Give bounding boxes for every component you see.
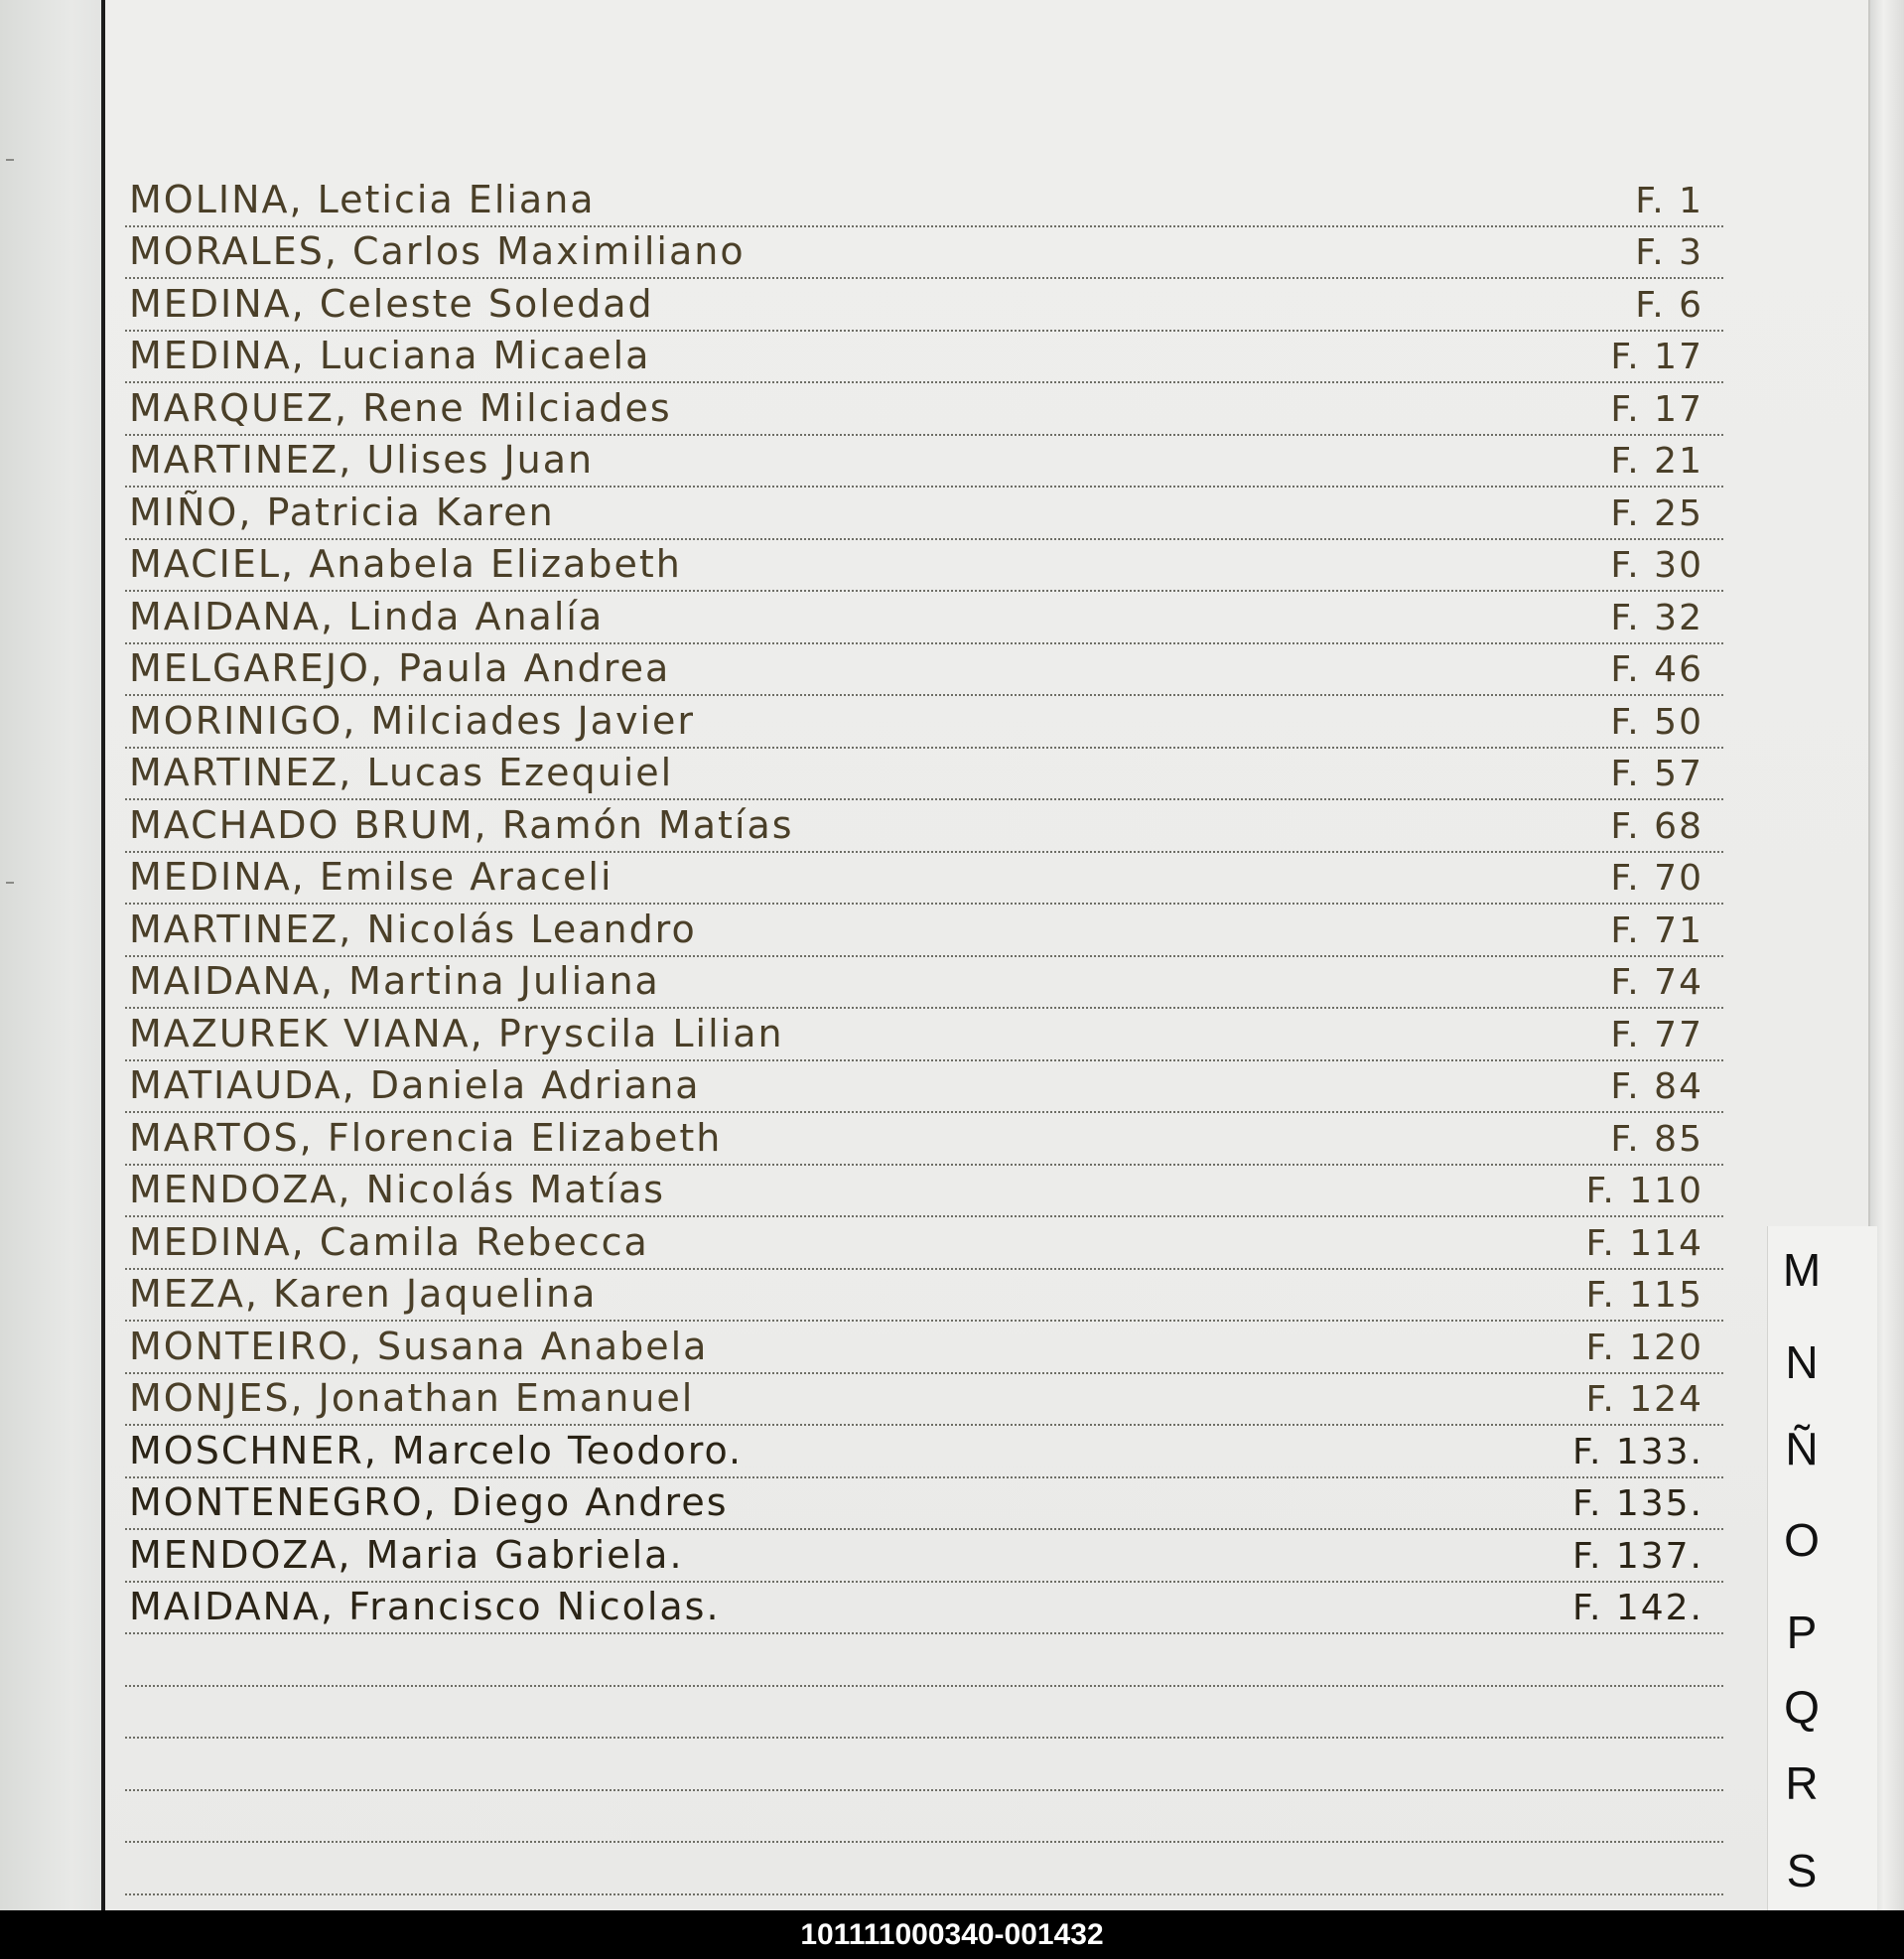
ledger-row — [125, 436, 1723, 489]
entry-name: MACIEL, Anabela Elizabeth — [129, 542, 682, 586]
entry-name: MENDOZA, Nicolás Matías — [129, 1168, 666, 1211]
index-tab-letter[interactable]: N — [1785, 1336, 1819, 1388]
entry-name: MONTEIRO, Susana Anabela — [129, 1324, 709, 1368]
index-tab-letter[interactable]: Q — [1784, 1681, 1820, 1733]
ledger-row-empty — [125, 1634, 1723, 1687]
ledger-row — [125, 227, 1723, 280]
index-tab-letter[interactable]: S — [1786, 1845, 1818, 1896]
ledger-row — [125, 1166, 1723, 1218]
index-tab-letter[interactable]: P — [1786, 1607, 1818, 1658]
ledger-row — [125, 279, 1723, 332]
ledger-row — [125, 800, 1723, 853]
entry-folio: F. 124 — [1585, 1379, 1703, 1420]
entry-folio: F. 57 — [1610, 754, 1703, 794]
ledger-entries — [125, 175, 1723, 1947]
entry-folio: F. 3 — [1635, 232, 1703, 273]
entry-name: MATIAUDA, Daniela Adriana — [129, 1063, 701, 1107]
ledger-row — [125, 1426, 1723, 1478]
entry-folio: F. 85 — [1610, 1118, 1703, 1160]
entry-name: MAZUREK VIANA, Pryscila Lilian — [129, 1011, 784, 1055]
ledger-row — [125, 1322, 1723, 1374]
ledger-row-empty — [125, 1843, 1723, 1895]
ledger-row-empty — [125, 1687, 1723, 1740]
ledger-row — [125, 749, 1723, 801]
ledger-row — [125, 644, 1723, 697]
ledger-row — [125, 1217, 1723, 1270]
ledger-row — [125, 1478, 1723, 1531]
entry-name: MARQUEZ, Rene Milciades — [129, 385, 672, 430]
entry-folio: F. 120 — [1585, 1327, 1703, 1368]
entry-folio: F. 25 — [1610, 492, 1703, 534]
page-left-margin — [0, 0, 103, 1910]
ledger-row — [125, 383, 1723, 436]
ledger-row — [125, 332, 1723, 384]
entry-folio: F. 6 — [1635, 284, 1703, 326]
entry-name: MARTINEZ, Nicolás Leandro — [129, 907, 697, 951]
ledger-row — [125, 1530, 1723, 1583]
entry-folio: F. 70 — [1610, 858, 1703, 899]
ledger-row — [125, 1270, 1723, 1323]
entry-name: MAIDANA, Martina Juliana — [129, 959, 660, 1003]
entry-folio: F. 142. — [1572, 1588, 1703, 1628]
entry-name: MIÑO, Patricia Karen — [129, 490, 555, 534]
entry-folio: F. 135. — [1572, 1483, 1703, 1524]
entry-name: MEDINA, Luciana Micaela — [129, 334, 651, 377]
entry-name: MOSCHNER, Marcelo Teodoro. — [129, 1428, 744, 1472]
entry-folio: F. 74 — [1610, 962, 1703, 1003]
binding-line — [101, 0, 105, 1910]
entry-name: MAIDANA, Francisco Nicolas. — [129, 1585, 721, 1628]
entry-folio: F. 84 — [1610, 1066, 1703, 1107]
ledger-row — [125, 592, 1723, 644]
index-tab-letter[interactable]: Ñ — [1785, 1423, 1819, 1474]
entry-folio: F. 77 — [1610, 1014, 1703, 1055]
entry-folio: F. 114 — [1585, 1222, 1703, 1264]
entry-name: MEDINA, Celeste Soledad — [129, 281, 654, 326]
ledger-row-empty — [125, 1739, 1723, 1791]
index-tab-letter[interactable]: R — [1785, 1757, 1819, 1809]
entry-folio: F. 68 — [1610, 805, 1703, 847]
ledger-row — [125, 853, 1723, 906]
entry-name: MEZA, Karen Jaquelina — [129, 1272, 598, 1316]
entry-name: MAIDANA, Linda Analía — [129, 594, 605, 638]
entry-folio: F. 133. — [1572, 1431, 1703, 1472]
margin-tick — [6, 882, 14, 884]
entry-name: MONTENEGRO, Diego Andres — [129, 1480, 729, 1524]
entry-name: MONJES, Jonathan Emanuel — [129, 1376, 695, 1420]
ledger-row — [125, 1374, 1723, 1427]
ledger-row — [125, 488, 1723, 540]
ledger-row — [125, 175, 1723, 227]
entry-folio: F. 30 — [1610, 545, 1703, 586]
entry-folio: F. 115 — [1585, 1275, 1703, 1316]
ledger-row — [125, 540, 1723, 593]
entry-name: MELGAREJO, Paula Andrea — [129, 646, 671, 690]
entry-name: MENDOZA, Maria Gabriela. — [129, 1532, 684, 1577]
entry-folio: F. 137. — [1572, 1535, 1703, 1577]
entry-folio: F. 32 — [1610, 597, 1703, 638]
entry-folio: F. 50 — [1610, 701, 1703, 743]
ledger-row — [125, 1009, 1723, 1061]
entry-name: MEDINA, Emilse Araceli — [129, 855, 613, 899]
entry-folio: F. 71 — [1610, 910, 1703, 951]
entry-name: MORINIGO, Milciades Javier — [129, 698, 696, 743]
entry-name: MORALES, Carlos Maximiliano — [129, 229, 746, 273]
index-tab-letter[interactable]: O — [1784, 1514, 1820, 1566]
ledger-row — [125, 957, 1723, 1010]
entry-folio: F. 21 — [1610, 441, 1703, 482]
entry-folio: F. 1 — [1635, 180, 1703, 221]
ledger-row — [125, 696, 1723, 749]
document-id: 101111000340-001432 — [800, 1918, 1104, 1951]
entry-folio: F. 110 — [1585, 1171, 1703, 1211]
entry-name: MEDINA, Camila Rebecca — [129, 1219, 649, 1264]
ledger-row-empty — [125, 1791, 1723, 1844]
margin-tick — [6, 159, 14, 161]
ledger-row — [125, 905, 1723, 957]
entry-name: MACHADO BRUM, Ramón Matías — [129, 802, 794, 847]
ledger-row — [125, 1113, 1723, 1166]
entry-folio: F. 17 — [1610, 388, 1703, 430]
index-tab-letter[interactable]: M — [1782, 1244, 1822, 1296]
entry-name: MOLINA, Leticia Eliana — [129, 177, 596, 221]
ledger-row — [125, 1061, 1723, 1114]
ledger-row — [125, 1583, 1723, 1635]
entry-name: MARTOS, Florencia Elizabeth — [129, 1115, 723, 1160]
entry-folio: F. 17 — [1610, 337, 1703, 377]
entry-folio: F. 46 — [1610, 649, 1703, 690]
entry-name: MARTINEZ, Ulises Juan — [129, 438, 595, 482]
entry-name: MARTINEZ, Lucas Ezequiel — [129, 751, 674, 794]
